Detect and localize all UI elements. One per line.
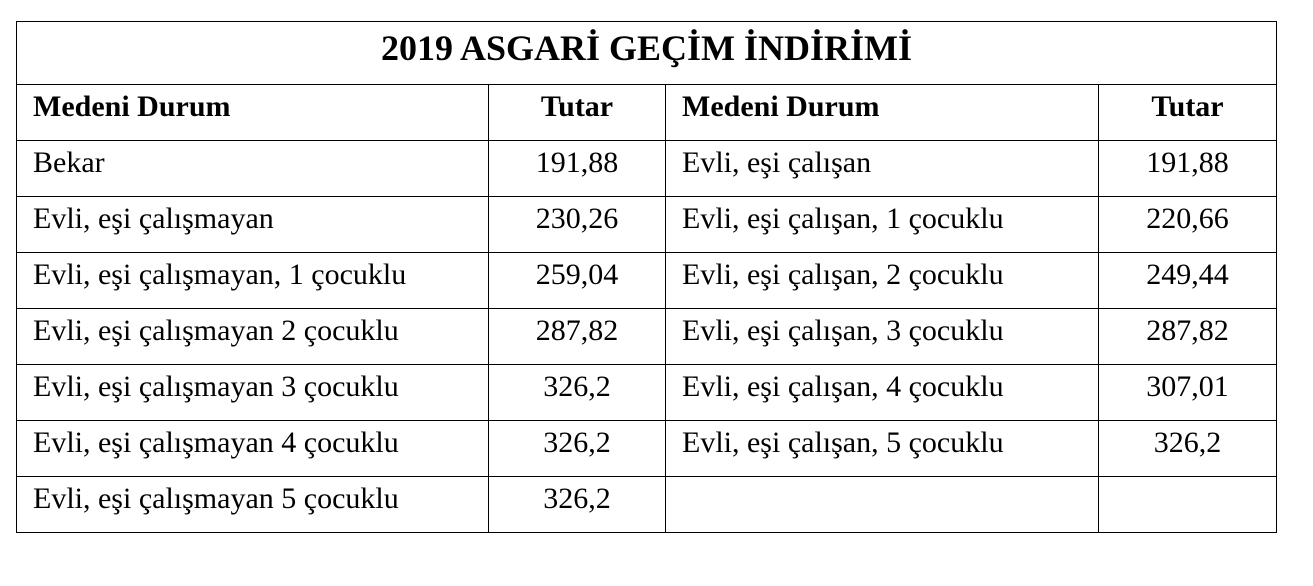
header-right-amount: Tutar bbox=[1099, 85, 1277, 141]
header-left-status: Medeni Durum bbox=[17, 85, 489, 141]
right-amount-cell: 249,44 bbox=[1099, 253, 1277, 309]
right-amount-cell: 220,66 bbox=[1099, 197, 1277, 253]
right-amount-cell: 326,2 bbox=[1099, 421, 1277, 477]
table-row bbox=[17, 365, 1277, 421]
left-amount-cell: 259,04 bbox=[489, 253, 666, 309]
table-row bbox=[17, 197, 1277, 253]
right-amount-cell: 287,82 bbox=[1099, 309, 1277, 365]
left-status-cell: Evli, eşi çalışmayan 5 çocuklu bbox=[17, 477, 489, 533]
table-row bbox=[17, 309, 1277, 365]
right-status-cell: Evli, eşi çalışan, 1 çocuklu bbox=[666, 197, 1099, 253]
left-amount-cell: 287,82 bbox=[489, 309, 666, 365]
left-amount-cell: 326,2 bbox=[489, 421, 666, 477]
table-row bbox=[17, 421, 1277, 477]
left-amount-cell: 230,26 bbox=[489, 197, 666, 253]
left-status-cell: Evli, eşi çalışmayan 3 çocuklu bbox=[17, 365, 489, 421]
right-status-cell: Evli, eşi çalışan, 4 çocuklu bbox=[666, 365, 1099, 421]
right-status-cell: Evli, eşi çalışan, 2 çocuklu bbox=[666, 253, 1099, 309]
header-right-status: Medeni Durum bbox=[666, 85, 1099, 141]
left-amount-cell: 326,2 bbox=[489, 365, 666, 421]
left-status-cell: Evli, eşi çalışmayan 2 çocuklu bbox=[17, 309, 489, 365]
left-amount-cell: 191,88 bbox=[489, 141, 666, 197]
table-row bbox=[17, 141, 1277, 197]
right-amount-cell: 307,01 bbox=[1099, 365, 1277, 421]
right-status-cell: Evli, eşi çalışan, 5 çocuklu bbox=[666, 421, 1099, 477]
table-row bbox=[17, 253, 1277, 309]
right-amount-cell bbox=[1099, 477, 1277, 533]
right-status-cell: Evli, eşi çalışan bbox=[666, 141, 1099, 197]
table-title: 2019 ASGARİ GEÇİM İNDİRİMİ bbox=[17, 22, 1277, 85]
left-status-cell: Evli, eşi çalışmayan 4 çocuklu bbox=[17, 421, 489, 477]
left-status-cell: Bekar bbox=[17, 141, 489, 197]
table-row bbox=[17, 477, 1277, 533]
left-amount-cell: 326,2 bbox=[489, 477, 666, 533]
asgari-gecim-indirimi-table bbox=[16, 21, 1277, 533]
right-status-cell: Evli, eşi çalışan, 3 çocuklu bbox=[666, 309, 1099, 365]
header-row bbox=[17, 85, 1277, 141]
title-row bbox=[17, 22, 1277, 85]
right-status-cell bbox=[666, 477, 1099, 533]
left-status-cell: Evli, eşi çalışmayan, 1 çocuklu bbox=[17, 253, 489, 309]
right-amount-cell: 191,88 bbox=[1099, 141, 1277, 197]
left-status-cell: Evli, eşi çalışmayan bbox=[17, 197, 489, 253]
header-left-amount: Tutar bbox=[489, 85, 666, 141]
